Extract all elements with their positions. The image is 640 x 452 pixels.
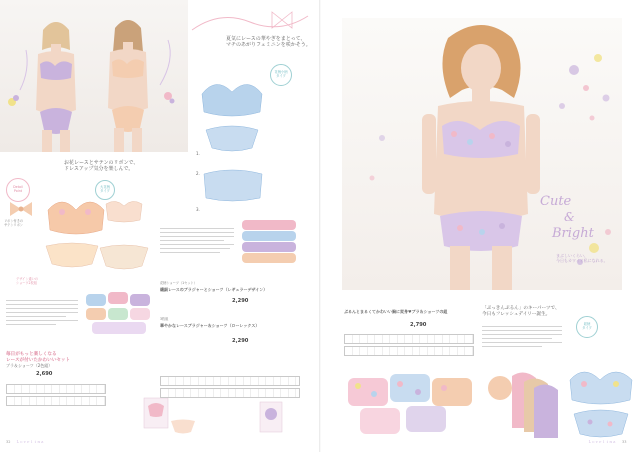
design-note: デザイン違いの ショーツ2枚組 <box>16 277 39 285</box>
set-subheading: ブラ＆ショーツ（2色組） <box>6 363 53 368</box>
product-heading: ぷるんとまるくてかわいい胸に変身♥ブラ＆ショーツの組 <box>344 309 448 314</box>
photo-copy: まぶしいくらい、 今日もカワイイ私になれる。 <box>556 253 608 263</box>
size-table-left-2 <box>6 396 106 406</box>
package-photo-right <box>256 400 286 436</box>
model-right <box>422 25 540 290</box>
size-table-right-2 <box>344 346 474 356</box>
floral-packs-photo <box>346 372 476 438</box>
center-set-label-1: 花柄ショーツ（1セット） <box>160 281 197 285</box>
folio-right: 33 <box>622 440 627 444</box>
variant-number-2: 2. <box>196 171 200 176</box>
product-badge: 総柄 タイプ <box>576 316 598 338</box>
center-set-title-2: 華やかなレースブラジャー＆ショーツ（ローレックス） <box>160 323 260 328</box>
ribbon-detail-icon <box>6 200 36 218</box>
detail-point-badge: Detail Point <box>6 178 30 202</box>
brand-right: Ｌｏｖｅｌｉｎａ <box>588 440 616 444</box>
floral-set-products <box>42 190 152 285</box>
center-price-1: 2,290 <box>232 298 249 304</box>
right-hero-photo <box>342 18 622 290</box>
feature-badge: 大花柄 タイプ <box>95 180 115 200</box>
model-peach-set <box>108 20 148 152</box>
brand-left: Ｌｏｖｅｌｉｎａ <box>16 440 44 444</box>
center-set-title-1: 繊細レースのブラジャーとショーツ（レギュラーデザイン） <box>160 287 268 292</box>
models-illustration <box>0 0 188 152</box>
pastel-pack-products <box>84 290 154 338</box>
size-table-center-2 <box>160 388 300 398</box>
model-floral-set-illustration <box>342 18 622 290</box>
set-price: 2,690 <box>36 371 53 377</box>
size-table-center <box>160 376 300 386</box>
feature-copy: お花レースとサテンのリボンで、 ドレスアップ気分を楽しんで。 <box>64 160 139 172</box>
blue-floral-bra-photo <box>566 360 636 442</box>
set-heading: 毎日がもっと楽しくなる レースが付いたかわいいセット <box>6 352 71 363</box>
variant-number-3: 3. <box>196 207 200 212</box>
headline-amp: & <box>564 210 575 224</box>
shorts-detail-photo <box>168 418 198 436</box>
left-hero-photo <box>0 0 188 152</box>
page-gutter <box>319 0 321 452</box>
product-copy: 「ぷっきんぷるん」のキーパーツで、 今日もフレッシュデイリー誕生。 <box>482 306 560 317</box>
headline-cute: Cute <box>540 194 572 209</box>
folio-left: 32 <box>6 440 11 444</box>
model-lavender-set <box>36 22 76 152</box>
headline-bright: Bright <box>552 226 594 241</box>
product-price: 2,790 <box>410 322 427 328</box>
size-table-left <box>6 384 106 394</box>
detail-caption: リボン付きの サテンリボン <box>4 219 24 227</box>
center-copy: 夏気にレースの華やぎをまとって、 マチのあがりフェミニンを咲かそう。 <box>226 36 311 48</box>
flower-doodle-right <box>160 40 175 104</box>
ribbon-doodle <box>190 8 310 38</box>
stacked-bra-sets-photo <box>484 368 564 440</box>
flower-doodle-left <box>8 50 27 106</box>
size-table-right <box>344 334 474 344</box>
center-price-2: 2,290 <box>232 338 249 344</box>
center-badge: 花柄小柄 タイプ <box>270 64 292 86</box>
blue-floral-set <box>196 70 276 220</box>
variant-number-1: 1. <box>196 151 200 156</box>
stacked-bras-photo <box>240 218 300 268</box>
center-set-label-2: 3枚組 <box>160 317 169 321</box>
